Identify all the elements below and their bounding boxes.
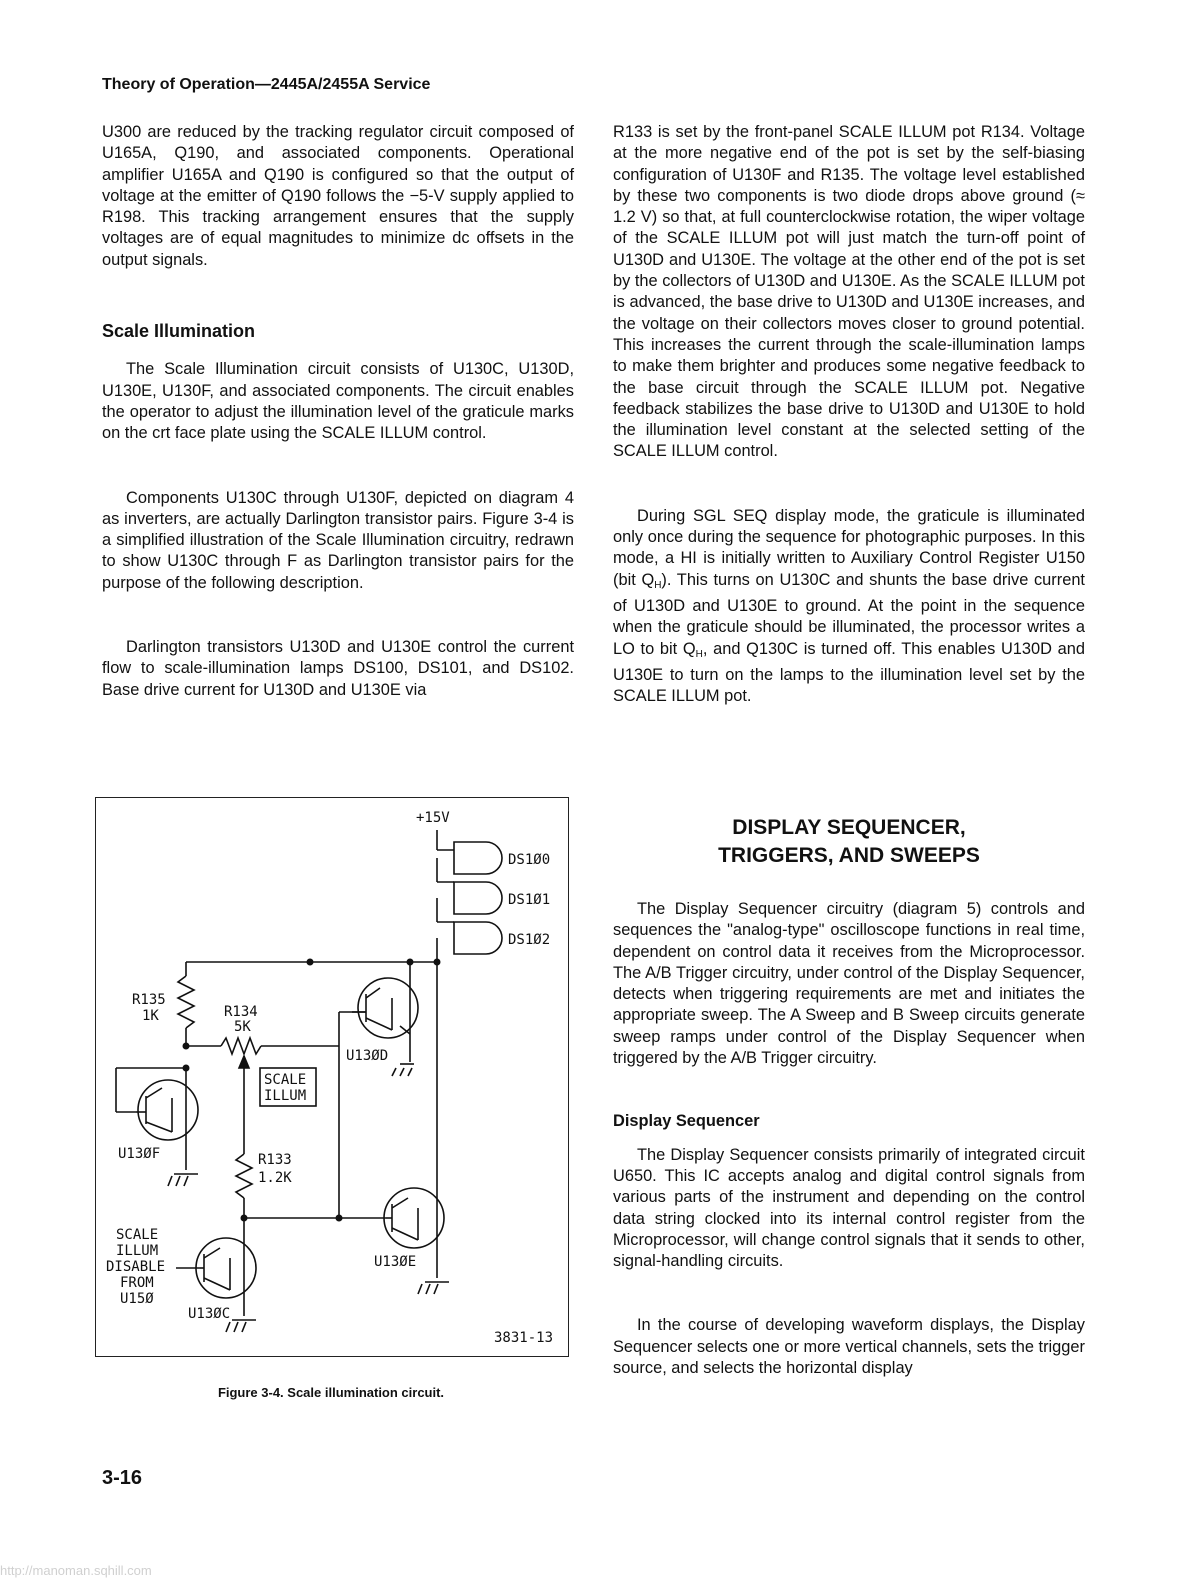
resistor-label-r134: R134 xyxy=(224,1004,258,1020)
input-label-line3: DISABLE xyxy=(106,1259,166,1275)
paragraph: The Display Sequencer circuitry (diagram 5) controls and sequences the "analog-type" oscilloscope functions in real time, dependent on control data it receives from the Microprocessor. The A/B Trigger circuitry, under control of the Display Sequencer, detects when triggering requirements are met and initiates the appropriate sweep. The A Sweep and B Sweep circuits generate sweep ramps under control of the Display Sequencer when triggered by the A/B Trigger circuitry. xyxy=(613,900,1085,1068)
section-heading-display-sequencer xyxy=(613,814,1085,870)
section-heading-scale-illumination: Scale Illumination xyxy=(102,321,256,342)
resistor-value-r133: 1.2K xyxy=(258,1170,292,1186)
heading-line: TRIGGERS, AND SWEEPS xyxy=(718,844,980,867)
paragraph: The Display Sequencer consists primarily of integrated circuit U650. This IC accepts analog and digital control signals from various parts of the instrument and depending on the control data string clocked into its internal control register from the Microprocessor, will change control signals that it sends to other, signal-handling circuits. xyxy=(613,1145,1085,1271)
paragraph: Darlington transistors U130D and U130E control the current flow to scale-illumination lamps DS100, DS101, and DS102. Base drive current for U130D and U130E via xyxy=(102,638,574,699)
transistor-label-u130e: U13ØE xyxy=(374,1254,417,1270)
page-number: 3-16 xyxy=(102,1467,143,1489)
subheading-display-sequencer: Display Sequencer xyxy=(613,1112,760,1131)
input-label-line2: ILLUM xyxy=(116,1243,159,1259)
paragraph: The Scale Illumination circuit consists of U130C, U130D, U130E, U130F, and associated components. The circuit enables the operator to adjust the illumination level of the graticule marks on the crt face plate using the SCALE ILLUM control. xyxy=(102,360,574,443)
running-header: Theory of Operation—2445A/2455A Service xyxy=(102,76,431,93)
subscript: H xyxy=(654,579,662,591)
heading-line: DISPLAY SEQUENCER, xyxy=(732,816,966,839)
resistor-value-r135: 1K xyxy=(142,1008,159,1024)
input-label-line5: U15Ø xyxy=(120,1291,154,1307)
resistor-label-r133: R133 xyxy=(258,1152,292,1168)
figure-caption: Figure 3-4. Scale illumination circuit. xyxy=(217,1385,445,1400)
paragraph: U300 are reduced by the tracking regulator circuit composed of U165A, Q190, and associated components. Operational amplifier U165A and Q190 is configured so that the output of voltage at the emitter of Q190 follows the −5-V supply applied to R198. This tracking arrangement ensures that the supply voltages are of equal magnitudes to minimize dc offsets in the output signals. xyxy=(102,123,574,269)
text: , and Q130C is turned off. This enables U130D and U130E to turn on the lamps to the illumination level set by the SCALE ILLUM pot. xyxy=(613,639,1085,706)
left-column xyxy=(102,122,574,701)
paragraph: Components U130C through U130F, depicted on diagram 4 as inverters, are actually Darlington transistor pairs. Figure 3-4 is a simplified illustration of the Scale Illumination circuitry, redrawn to show U130C through F as Darlington transistor pairs for the purpose of the following description. xyxy=(102,488,574,592)
figure-scale-illumination-schematic xyxy=(95,797,569,1357)
right-column-lower xyxy=(613,899,1085,1379)
input-label-line1: SCALE xyxy=(116,1227,159,1243)
transistor-label-u130f: U13ØF xyxy=(118,1146,161,1162)
text: ). This turns on U130C and shunts the base drive current of U130D and U130E to ground. At the point in the sequence when the graticule should be illuminated, the processor writes a LO to bit Q xyxy=(613,570,1085,658)
resistor-label-r135: R135 xyxy=(132,992,166,1008)
paragraph xyxy=(613,506,1085,708)
schematic-svg xyxy=(96,798,568,1356)
paragraph: In the course of developing waveform displays, the Display Sequencer selects one or more vertical channels, sets the trigger source, and selects the horizontal display xyxy=(613,1316,1085,1378)
supply-label: +15V xyxy=(416,810,450,826)
pot-label-line2: ILLUM xyxy=(264,1088,307,1104)
transistor-label-u130d: U13ØD xyxy=(346,1048,389,1064)
paragraph: R133 is set by the front-panel SCALE ILLUM pot R134. Voltage at the more negative end of the pot is set by the self-biasing configuration of U130F and R135. The voltage level established by these two components is two diode drops above ground (≈ 1.2 V) so that, at full counterclockwise rotation, the wiper voltage of the SCALE ILLUM pot will just match the turn-off point of U130D and U130E. The voltage at the other end of the pot is set by the collectors of U130D and U130E. As the SCALE ILLUM pot is advanced, the base drive to U130D and U130E increases, and the voltage on their collectors moves closer to ground potential. This increases the current through the scale-illumination lamps to make them brighter and produces some negative feedback to the base circuit through the SCALE ILLUM pot. Negative feedback stabilizes the base drive to U130D and U130E to hold the illumination level constant at the selected setting of the SCALE ILLUM control. xyxy=(613,123,1085,461)
transistor-label-u130c: U13ØC xyxy=(188,1306,231,1322)
lamp-label-ds102: DS1Ø2 xyxy=(508,932,551,948)
subscript: H xyxy=(695,648,703,660)
source-url-watermark: http://manoman.sqhill.com xyxy=(0,1563,152,1578)
input-label-line4: FROM xyxy=(120,1275,154,1291)
lamp-label-ds101: DS1Ø1 xyxy=(508,892,551,908)
text: During SGL SEQ display mode, the graticule is illuminated only once during the sequence for photographic purposes. In this mode, a HI is initially written to Auxiliary Control Register U150 (bit Q xyxy=(613,506,1085,589)
lamp-label-ds100: DS1Ø0 xyxy=(508,852,551,868)
right-column xyxy=(613,122,1085,707)
resistor-value-r134: 5K xyxy=(234,1019,251,1035)
figure-number: 3831-13 xyxy=(494,1330,554,1346)
pot-label-line1: SCALE xyxy=(264,1072,307,1088)
